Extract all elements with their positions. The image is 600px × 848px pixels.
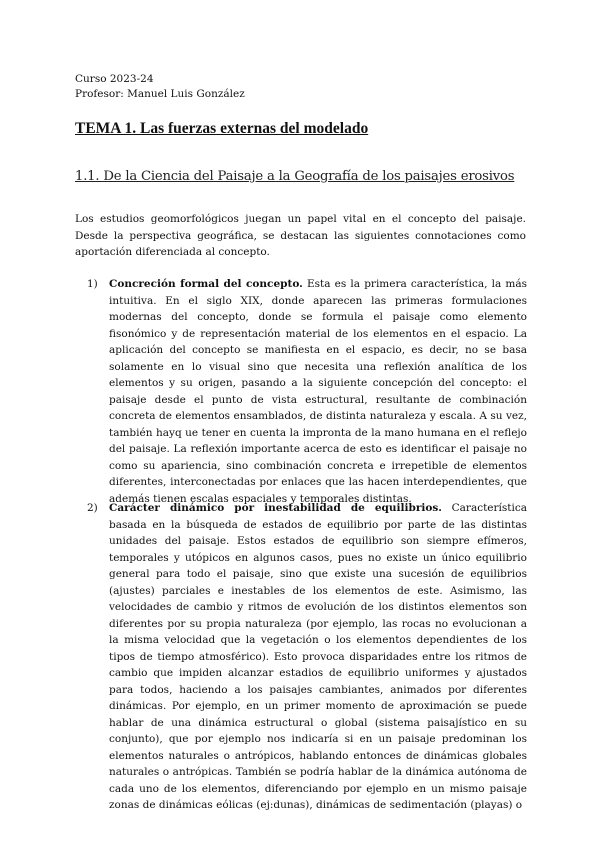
list-item — [87, 500, 527, 814]
list-item-text: Esta es la primera característica, la más intuitiva. En el siglo XIX, donde aparecen las primeras formulaciones modernas del concepto, donde se formula el paisaje como elemento fisonómico y de representación material de los elementos en el espacio. La aplicación del concepto se manifiesta en el espacio, es decir, no se basa solamente en lo visual sino que necesita una reflexión analítica de los elementos y su origen, pasando a la siguiente concepción del concepto: el paisaje desde el punto de vista estructural, resultante de combinación concreta de elementos ensamblados, de distinta naturaleza y escala. A su vez, también hayq ue tener en cuenta la impronta de la mano humana en el reflejo del paisaje. La reflexión importante acerca de esto es identificar el paisaje no como su apariencia, sino combinación concreta e irrepetible de elementos diferentes, interconectadas por enlaces que las hacen interdependientes, que además tienen escalas espaciales y temporales distintas. — [109, 278, 528, 505]
list-item-heading: Carácter dinámico por inestabilidad de equilibrios. — [109, 502, 442, 514]
list-item-heading: Concreción formal del concepto. — [109, 278, 303, 290]
page-title: TEMA 1. Las fuerzas externas del modelado — [75, 120, 369, 137]
professor-label: Profesor: Manuel Luis González — [75, 88, 245, 100]
intro-paragraph: Los estudios geomorfológicos juegan un papel vital en el concepto del paisaje. Desde la perspectiva geográfica, se destacan las siguientes connotaciones como aportación diferenciada al concepto. — [75, 213, 526, 258]
section-subtitle: 1.1. De la Ciencia del Paisaje a la Geografía de los paisajes erosivos — [75, 169, 515, 184]
list-item-number: 2) — [87, 502, 98, 514]
list-item-text: Característica basada en la búsqueda de estados de equilibrio por parte de las distintas unidades del paisaje. Estos estados de equilibrio son siempre efímeros, temporales y utópicos en algunos casos, pues no existe un único equilibrio general para todo el paisaje, sino que existe una sucesión de equilibrios (ajustes) parciales e inestables de los elementos de este. Asimismo, las velocidades de cambio y ritmos de evolución de los distintos elementos son diferentes por su propia naturaleza (por ejemplo, las rocas no evolucionan a la misma velocidad que la vegetación o los elementos dependientes de los tipos de tiempo atmosférico). Esto provoca disparidades entre los ritmos de cambio que impiden alcanzar estadios de equilibrio uniformes y ajustados para todos, haciendo a los paisajes cambiantes, animados por diferentes dinámicas. Por ejemplo, en un primer momento de aproximación se puede hablar de una dinámica estructural o global (sistema paisajístico en su conjunto), que por ejemplo nos indicaría si en un paisaje predominan los elementos naturales o antrópicos, hablando entonces de dinámicas globales naturales o antrópicas. También se podría hablar de la dinámica autónoma de cada uno de los elementos, diferenciando por ejemplo en un mismo paisaje zonas de dinámicas eólicas (ej:dunas), dinámicas de sedimentación (playas) o — [109, 502, 527, 811]
course-label: Curso 2023-24 — [75, 73, 154, 85]
list-item — [87, 276, 527, 507]
list-item-number: 1) — [87, 278, 98, 290]
document-header — [75, 72, 245, 102]
